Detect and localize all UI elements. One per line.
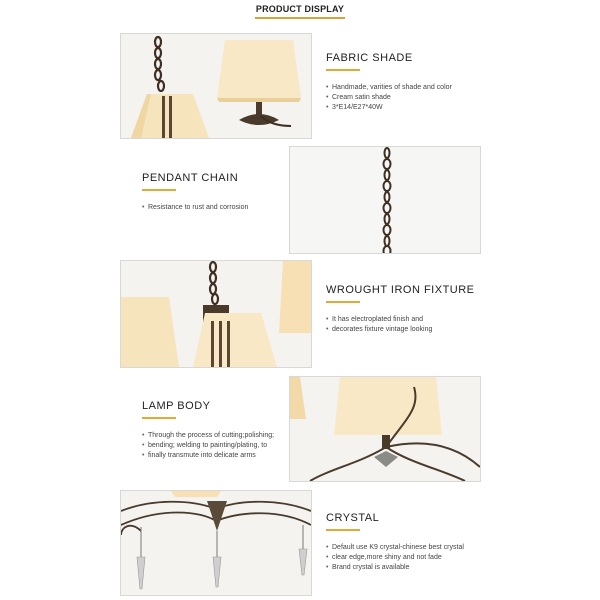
section-lamp-body — [142, 400, 292, 461]
list-item: • finally transmute into delicate arms — [142, 451, 292, 461]
feature-list — [326, 543, 546, 573]
heading-underline — [326, 301, 360, 303]
heading-underline — [142, 417, 176, 419]
pendant-chain-photo — [289, 146, 481, 254]
heading-underline — [326, 529, 360, 531]
list-item: • 3*E14/E27*40W — [326, 103, 546, 113]
list-item: • Cream satin shade — [326, 93, 546, 103]
list-item: • clear edge,more shiny and not fade — [326, 553, 546, 563]
page-header — [0, 0, 600, 24]
feature-list — [326, 83, 546, 113]
section-fabric-shade — [326, 52, 546, 113]
list-item: • Resistance to rust and corrosion — [142, 203, 292, 213]
feature-list — [326, 315, 526, 335]
section-heading: LAMP BODY — [142, 400, 211, 412]
page-title: PRODUCT DISPLAY — [255, 4, 345, 14]
section-pendant-chain — [142, 172, 292, 213]
section-heading: PENDANT CHAIN — [142, 172, 239, 184]
list-item: • bending; welding to painting/plating, to — [142, 441, 292, 451]
section-crystal — [326, 512, 546, 573]
section-wrought-iron-fixture — [326, 284, 526, 335]
list-item: • Handmade, varities of shade and color — [326, 83, 546, 93]
section-heading: FABRIC SHADE — [326, 52, 413, 64]
feature-list — [142, 431, 292, 461]
wrought-iron-photo — [120, 260, 312, 368]
heading-underline — [326, 69, 360, 71]
list-item: • Through the process of cutting;polishing; — [142, 431, 292, 441]
crystal-photo — [120, 490, 312, 596]
section-heading: CRYSTAL — [326, 512, 380, 524]
list-item: • decorates fixture vintage looking — [326, 325, 526, 335]
list-item: • Brand crystal is available — [326, 563, 546, 573]
lamp-body-photo — [289, 376, 481, 482]
list-item: • It has electroplated finish and — [326, 315, 526, 325]
list-item: • Default use K9 crystal-chinese best crystal — [326, 543, 546, 553]
heading-underline — [142, 189, 176, 191]
section-heading: WROUGHT IRON FIXTURE — [326, 284, 475, 296]
fabric-shade-photo — [120, 33, 312, 139]
title-underline — [255, 17, 345, 19]
feature-list — [142, 203, 292, 213]
